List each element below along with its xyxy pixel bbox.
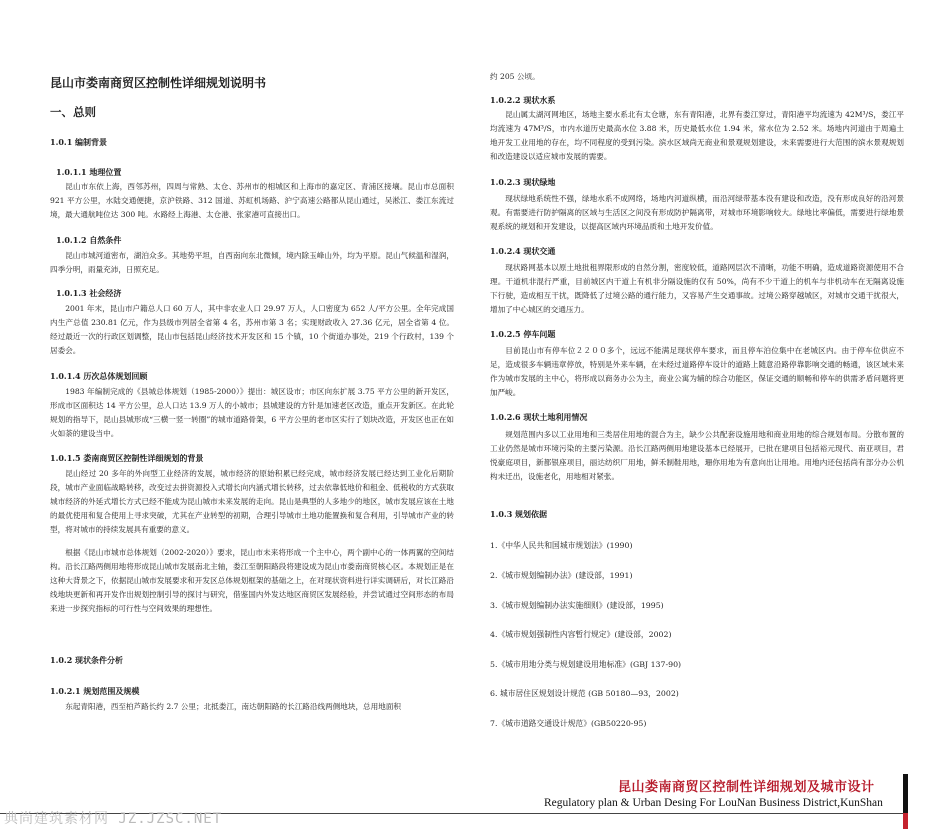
heading-1-0-2-1: 1.0.2.1 规划范围及规模 (50, 686, 140, 696)
paragraph-traffic: 现状路网基本以原土地批租界限形成的自然分割，密度较低，道路网层次不清晰，功能不明确，造成道路资源使用不合理。干道机非混行严重，目前城区内干道上有机非分隔设施的仅有 50%，尚有不少干道上的机车与非机动车在无隔离设施下行驶，造成相互干扰，既降低了过境公路的通行能力，又容易产生交通事故。过境公路穿越城区，对城市交通干扰很大，增加了中心城区的交通压力。 (490, 263, 904, 314)
paragraph-economy: 2001 年末，昆山市户籍总人口 60 万人，其中非农业人口 29.97 万人，人口密度为 652 人/平方公里。全年完成国内生产总值 230.81 亿元，作为县级市列居全省第 4 名，苏州市第 3 名；实现财政收入 27.36 亿元，居全省第 4 位。经过最近一次的行政区划调整，昆山市包括昆山经济技术开发区和 15 个镇，10 个街道办事处，219 个行政村，139 个居委会。 (50, 304, 454, 355)
reference-item: 2.《城市规划编制办法》(建设部，1991) (490, 571, 633, 580)
reference-item: 3.《城市规划编制办法实施细则》(建设部，1995) (490, 601, 664, 610)
heading-1-0-1-3: 1.0.1.3 社会经济 (56, 288, 122, 298)
reference-item: 7.《城市道路交通设计规范》(GB50220-95) (490, 719, 647, 728)
heading-1-0-2: 1.0.2 现状条件分析 (50, 655, 124, 665)
heading-1-0-2-5: 1.0.2.5 停车问题 (490, 329, 556, 339)
heading-1-0-2-2: 1.0.2.2 现状水系 (490, 95, 556, 105)
reference-item: 4.《城市规划强制性内容暂行规定》(建设部，2002) (490, 630, 672, 639)
paragraph-background-a: 昆山经过 20 多年的外向型工业经济的发展，城市经济的原始积累已经完成，城市经济发展已经达到工业化后期阶段，城市产业面临战略转移，改变过去拼资源投入式增长向内涵式增长转移，过去依靠低地价和租金、低税收的方式获取城市经济的外延式增长方式已经不能成为昆山城市未来发展的走向。昆山是典型的人多地少的地区，城市发展应该在土地的最优使用和复合使用上寻求突破，尤其在产业转型的初期，合理引导城市土地功能置换和复合利用，引导城市产业的转型，将对城市的持续发展具有重要的意义。 (50, 469, 454, 534)
heading-1-0-1-1: 1.0.1.1 地理位置 (56, 167, 122, 177)
paragraph-background-b: 根据《昆山市城市总体规划（2002-2020）》要求，昆山市未来将形成一个主中心，两个副中心的一体两翼的空间结构。沿长江路两侧用地将形成昆山城市发展南北主轴，娄江至朝阳路段将建设成为昆山市娄南商贸核心区。本规划正是在这种大背景之下，依据昆山城市发展要求和开发区总体规划框架的基础之上，在对现状资料进行详实调研后，对长江路沿线地块更新和再开发作出规划控制引导的探讨与研究，借鉴国内外发达地区商贸区发展经验，并尝试通过空间形态的布局来进一步探究指标的可行性与空间效果的理想性。 (50, 548, 454, 613)
paragraph-parking: 目前昆山市有停车位２２００多个，远远不能满足现状停车要求，而且停车泊位集中在老城区内。由于停车位供应不足，造成很多车辆违章停放，特别是外来车辆，在未经过道路停车设计的道路上随意沿路停靠影响交通的畅通，该区域未来作为城市发展的主中心，将形成以商务办公为主，商业公寓为辅的综合功能区，保证交通的顺畅和停车的供需矛盾问题将更加严峻。 (490, 346, 904, 397)
footer-accent-red (903, 813, 908, 829)
document-title: 昆山市娄南商贸区控制性详细规划说明书 (50, 76, 267, 90)
reference-item: 5.《城市用地分类与规划建设用地标准》(GBJ 137-90) (490, 660, 682, 669)
paragraph-landuse: 规划范围内多以工业用地和三类居住用地的混合为主，缺少公共配套设施用地和商业用地的综合规划布局。分散布置的工业仍然是城市环境污染的主要污染源。沿长江路两侧用地建设基本已经展开，已批在建项目包括裕元现代、南亚项目，君悦豪庭项目，新都银座项目，丽达纺织厂用地，鲜禾制鞋用地，珊你用地为有意向出让用地。用地内还包括尚有部分办公机构未迁出，设施老化，用地相对紧张。 (490, 430, 904, 481)
heading-1-0-2-4: 1.0.2.4 现状交通 (490, 246, 556, 256)
paragraph-green: 现状绿地系统性不强，绿地水系不成网络，场地内河道纵横，而沿河绿带基本没有建设和改造，没有形成良好的沿河景观。有需要进行防护隔离的区域与生活区之间没有形成防护隔离带，对城市环境影响较大。绿地比率偏低，需要进行绿地景观系统的规划和开发建设，以提高区域内环境品质和土地开发价值。 (490, 194, 904, 231)
watermark-text: 典尚建筑素材网 JZ.JZSC.NET (4, 811, 223, 827)
heading-1-0-2-3: 1.0.2.3 现状绿地 (490, 177, 556, 187)
heading-1-0-2-6: 1.0.2.6 现状土地利用情况 (490, 412, 588, 422)
paragraph-history: 1983 年编制完成的《县城总体规划（1985-2000）》提出：城区设市；市区向东扩展 3.75 平方公里的新开发区，形成市区面积达 14 平方公里，总人口达 13.9 万人的小城市；县城建设的方针是加速老区改造，重点开发新区。在此轮规划的指导下，昆山县城形成“三横一竖一转圈”的城市道路骨架，6 平方公里的老市区实行了划块改造，开发区也正在如火如荼的建设当中。 (50, 387, 454, 438)
heading-1-0-3: 1.0.3 规划依据 (490, 509, 548, 519)
paragraph-location: 昆山市东依上海，西邻苏州，四周与常熟、太仓、苏州市的相城区和上海市的嘉定区、青浦区接壤。昆山市总面积 921 平方公里，水陆交通便捷，京沪铁路、312 国道、苏虹机场路、沪宁高速公路都从昆山通过，吴淞江、娄江东流过境，最大通航吨位达 300 吨。水路经上海港、太仓港、张家港可直接出口。 (50, 182, 454, 219)
heading-1-0-1-5: 1.0.1.5 娄南商贸区控制性详细规划的背景 (50, 453, 204, 463)
reference-item: 6. 城市居住区规划设计规范 (GB 50180—93，2002) (490, 689, 679, 698)
heading-1-0-1: 1.0.1 编制背景 (50, 137, 108, 147)
reference-item: 1.《中华人民共和国城市规划法》(1990) (490, 541, 633, 550)
paragraph-natural: 昆山市城河道密布，湖泊众多。其地势平坦，自西南向东北微倾，境内除玉峰山外，均为平原。昆山气候温和湿润，四季分明，雨量充沛，日照充足。 (50, 251, 454, 274)
footer-title-en: Regulatory plan & Urban Desing For LouNan Business District,KunShan (544, 797, 883, 809)
heading-1-0-1-4: 1.0.1.4 历次总体规划回顾 (50, 371, 148, 381)
footer-title-cn: 昆山娄南商贸区控制性详细规划及城市设计 (618, 780, 875, 795)
paragraph-scope-continued: 约 205 公顷。 (490, 72, 540, 81)
paragraph-scope: 东起青阳港，西至柏芦路长约 2.7 公里；北抵娄江，南达朝阳路的长江路沿线两侧地块，总用地面积 (65, 702, 402, 711)
section-general-heading: 一、总则 (50, 105, 96, 119)
paragraph-water: 昆山属太湖河网地区，场地主要水系北有太仓塘，东有青阳港，北界有娄江穿过，青阳港平均流速为 42M³/S，娄江平均流速为 47M³/S，市内水道历史最高水位 3.88 米，历史最低水位 1.94 米，常水位为 2.52 米。场地内河道由于周遍土地开发工业用地的存在，均不同程度的受到污染。滨水区域尚无商业和景观规划建设，未来需要进行大范围的滨水景观规划和改造建设以适应城市发展的需要。 (490, 110, 904, 161)
heading-1-0-1-2: 1.0.1.2 自然条件 (56, 235, 122, 245)
